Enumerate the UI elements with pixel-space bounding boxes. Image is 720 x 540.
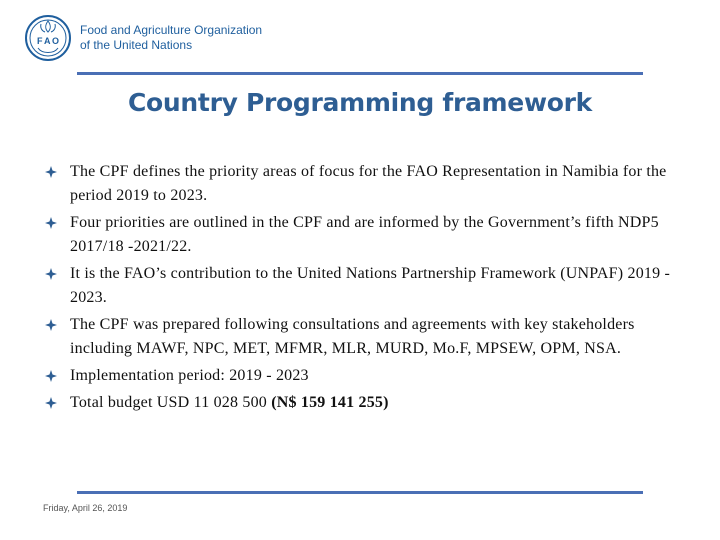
bullet-text: It is the FAO’s contribution to the United Nations Partnership Framework (UNPAF) 2019 - 2023.: [70, 265, 671, 306]
bullet-text: The CPF defines the priority areas of focus for the FAO Representation in Namibia for the period 2019 to 2023.: [70, 163, 667, 204]
bullet-item: [44, 364, 684, 388]
bullet-item: [44, 262, 684, 310]
bullet-text: Four priorities are outlined in the CPF and are informed by the Government’s fifth NDP5 2017/18 -2021/22.: [70, 214, 659, 255]
svg-text:O: O: [52, 36, 60, 46]
bullet-text: The CPF was prepared following consultations and agreements with key stakeholders including MAWF, NPC, MET, MFMR, MLR, MURD, Mo.F, MPSEW, OPM, NSA.: [70, 316, 635, 357]
svg-text:F: F: [37, 36, 43, 46]
fao-emblem-icon: [24, 14, 72, 62]
bullet-text: Implementation period: 2019 - 2023: [70, 367, 309, 384]
bullet-list: [44, 160, 684, 418]
bullet-item: [44, 160, 684, 208]
diamond-bullet-icon: [45, 370, 57, 382]
diamond-bullet-icon: [45, 319, 57, 331]
diamond-bullet-icon: [45, 166, 57, 178]
diamond-bullet-icon: [45, 397, 57, 409]
bottom-divider: [77, 491, 643, 494]
top-divider: [77, 72, 643, 75]
bullet-item: [44, 313, 684, 361]
org-name-line-2: of the United Nations: [80, 38, 193, 52]
slide-title: Country Programming framework: [128, 88, 592, 117]
org-name-line-1: Food and Agriculture Organization: [80, 23, 263, 37]
bullet-text: Total budget USD 11 028 500: [70, 394, 272, 411]
diamond-bullet-icon: [45, 268, 57, 280]
svg-text:A: A: [44, 36, 51, 46]
footer-date: Friday, April 26, 2019: [43, 503, 128, 513]
bullet-item: [44, 391, 684, 415]
budget-nad-amount: (N$ 159 141 255): [271, 394, 389, 411]
diamond-bullet-icon: [45, 217, 57, 229]
organization-name: [80, 23, 262, 53]
bullet-item: [44, 211, 684, 259]
